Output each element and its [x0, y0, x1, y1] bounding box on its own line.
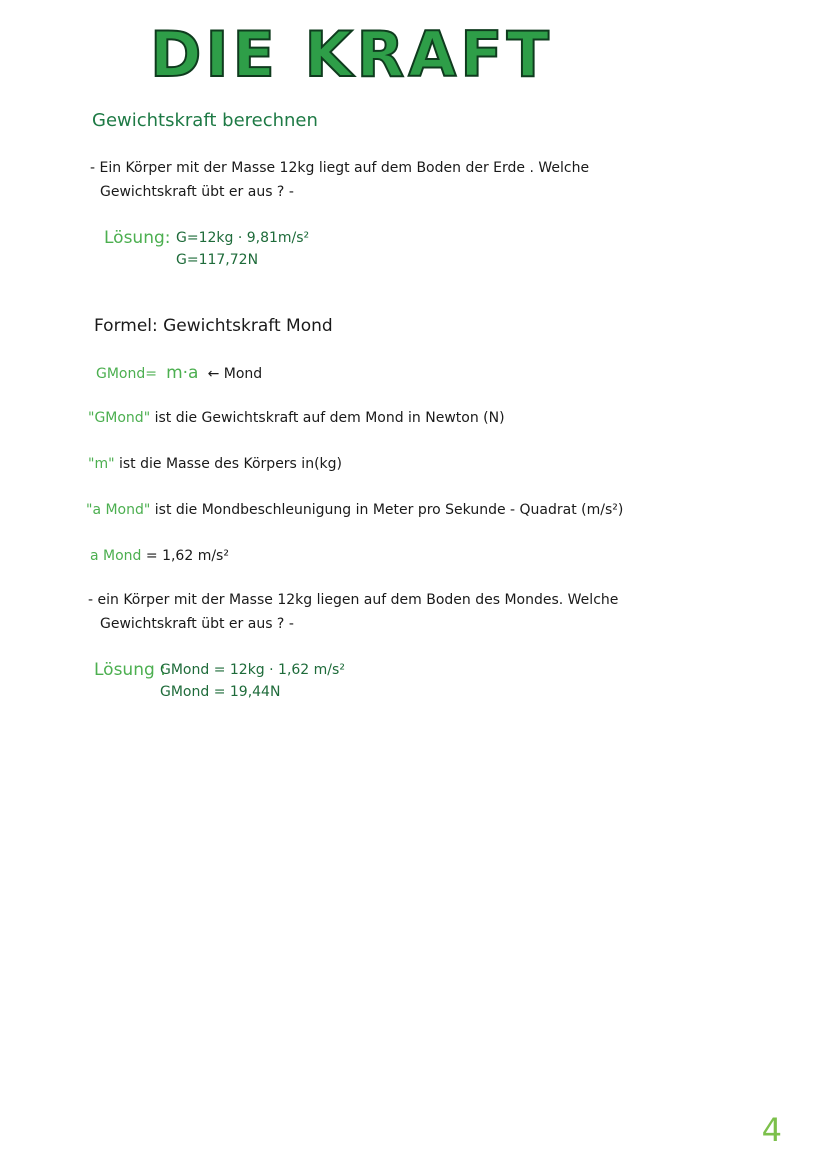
page-title: DIE KRAFT [150, 18, 553, 91]
example1-calc1: G=12kg · 9,81m/s² [176, 230, 310, 246]
definition-gmond [88, 410, 505, 426]
definition-amond [86, 502, 623, 518]
formula-g-label: GMond= [96, 366, 157, 382]
example1-line1: - Ein Körper mit der Masse 12kg liegt auf dem Boden der Erde . Welche [90, 160, 590, 176]
example1-solution-label: Lösung: [104, 228, 171, 248]
example2-calc2: GMond = 19,44N [160, 684, 281, 700]
example2-solution-label: Lösung : [94, 660, 166, 680]
definition-m [88, 456, 342, 472]
definition-text: ist die Mondbeschleunigung in Meter pro Sekunde - Quadrat (m/s²) [150, 502, 624, 518]
example1-calc2: G=117,72N [176, 252, 259, 268]
amond-value-line [90, 548, 229, 564]
example1-line2: Gewichtskraft übt er aus ? - [100, 184, 294, 200]
definition-text: ist die Gewichtskraft auf dem Mond in Newton (N) [150, 410, 505, 426]
section-subtitle: Gewichtskraft berechnen [92, 110, 318, 131]
amond-symbol: a Mond [90, 548, 142, 564]
formula-heading: Formel: Gewichtskraft Mond [94, 316, 333, 336]
amond-value: = 1,62 m/s² [141, 548, 229, 564]
formula-expression: m·a [166, 363, 199, 383]
definition-symbol: "a Mond" [86, 502, 151, 518]
example2-line2: Gewichtskraft übt er aus ? - [100, 616, 294, 632]
formula-arrow-note: ← Mond [207, 366, 263, 382]
definition-symbol: "GMond" [88, 410, 151, 426]
definition-text: ist die Masse des Körpers in(kg) [114, 456, 342, 472]
page-number: 4 [761, 1111, 782, 1149]
formula-line [96, 363, 262, 383]
definition-symbol: "m" [88, 456, 115, 472]
example2-line1: - ein Körper mit der Masse 12kg liegen auf dem Boden des Mondes. Welche [88, 592, 619, 608]
example2-calc1: GMond = 12kg · 1,62 m/s² [160, 662, 345, 678]
